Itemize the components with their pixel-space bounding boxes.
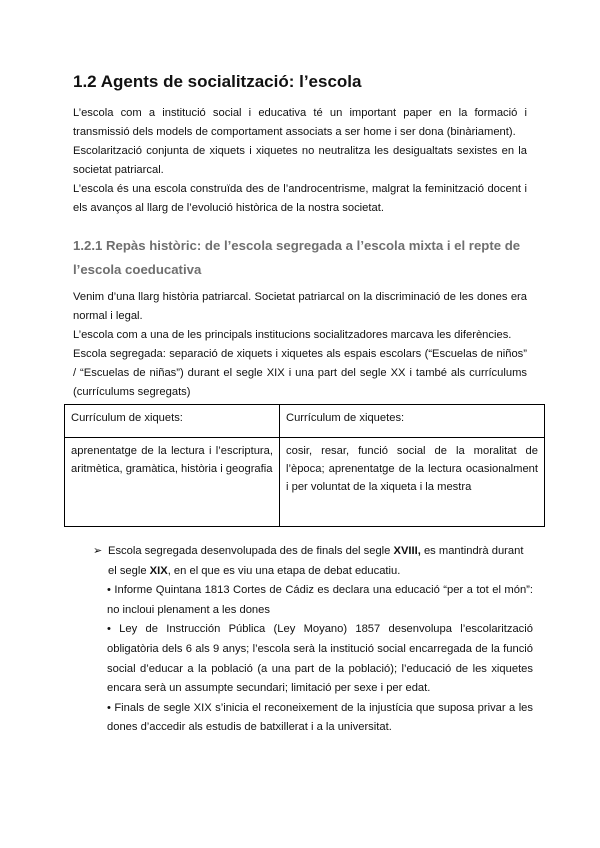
sub-item: • Ley de Instrucción Pública (Ley Moyano) 1857 desenvolupa l’escolarització obligatòria dels 6 als 9 anys; l’escola serà la institució social encarregada de la funció social d’educar a la població (a una part de la població); l’educació de les xiquetes encara serà un assumpte secundari; limitació per sexe i per edat.: [107, 623, 533, 695]
history-paragraph-2: L’escola com a una de les principals institucions socialitzadores marcava les diferències.: [73, 329, 512, 341]
subsection-heading: 1.2.1 Repàs històric: de l’escola segregada a l’escola mixta i el repte de l’escola coeducativa: [73, 238, 521, 277]
list-item: [93, 542, 533, 581]
curriculum-table: [64, 404, 545, 527]
table-header-row: [65, 405, 545, 438]
table-header-boys: Currículum de xiquets:: [65, 405, 280, 438]
table-header-girls: Currículum de xiquetes:: [280, 405, 545, 438]
bullet-text: [108, 542, 533, 581]
bullet-list: [93, 542, 533, 738]
bullet-text-part: Escola segregada desenvolupada des de finals del segle: [108, 545, 394, 557]
history-paragraph-1: Venim d’una llarg història patriarcal. Societat patriarcal on la discriminació de les dones era normal i legal.: [73, 291, 527, 322]
intro-paragraph-2: Escolarització conjunta de xiquets i xiquetes no neutralitza les desigualtats sexistes en la societat patriarcal.: [73, 145, 527, 176]
table-cell-boys: aprenentatge de la lectura i l’escriptura, aritmètica, gramàtica, història i geografia: [65, 438, 280, 527]
bullet-text-part: , en el que es viu una etapa de debat educatiu.: [167, 564, 401, 577]
bullet-bold-century: XIX: [149, 564, 168, 577]
table-cell-girls: cosir, resar, funció social de la moralitat de l’època; aprenentatge de la lectura ocasionalment i per voluntat de la xiqueta i la mestra: [280, 438, 545, 527]
bullet-bold-century: XVIII,: [393, 545, 421, 557]
section-heading: 1.2 Agents de socialització: l’escola: [73, 72, 362, 91]
arrow-bullet-icon: ➢: [93, 545, 103, 557]
bullet-text-part: es mantindrà durant el segle: [108, 545, 524, 577]
intro-paragraph-1: L’escola com a institució social i educativa té un important paper en la formació i transmissió dels models de comportament associats a ser home i ser dona (binàriament).: [73, 107, 527, 138]
history-paragraph-3: Escola segregada: separació de xiquets i xiquetes als espais escolars (“Escuelas de niños” / “Escuelas de niñas”) durant el segle XIX i una part del segle XX i també als currículums (currículums segregats): [73, 348, 527, 398]
table-row: [65, 438, 545, 527]
sub-item: • Finals de segle XIX s’inicia el reconeixement de la injustícia que suposa privar a les dones d’accedir als estudis de batxillerat i a la universitat.: [107, 701, 533, 734]
sub-item: • Informe Quintana 1813 Cortes de Cádiz es declara una educació “per a tot el món”: no incloui plenament a les dones: [107, 584, 533, 616]
intro-paragraph-3: L’escola és una escola construïda des de l’androcentrisme, malgrat la feminització docent i els avanços al llarg de l’evolució històrica de la nostra societat.: [73, 183, 527, 214]
